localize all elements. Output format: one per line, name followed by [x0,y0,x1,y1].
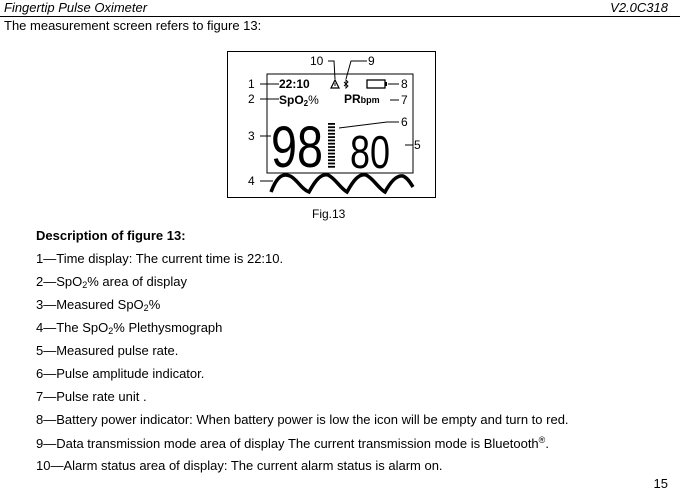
pr-label: PRbpm [344,92,380,106]
description-item-1: 1—Time display: The current time is 22:10. [36,251,284,266]
amplitude-bar-segment [328,156,335,158]
amplitude-bar-segment [328,146,335,148]
amplitude-bar-segment [328,140,335,142]
spo2-value: 98 [271,115,323,180]
description-item-10: 10—Alarm status area of display: The current alarm status is alarm on. [36,458,443,473]
description-item-3: 3—Measured SpO$_2$% [36,297,161,313]
callout-3: 3 [248,129,255,143]
amplitude-bar-segment [328,123,335,125]
amplitude-bar-segment [328,143,335,145]
description-item-8: 8—Battery power indicator: When battery power is low the icon will be empty and turn to red. [36,412,569,427]
document-title: Fingertip Pulse Oximeter [4,0,148,15]
screen-time: 22:10 [279,77,310,91]
description-item-5: 5—Measured pulse rate. [36,343,179,358]
figure-caption: Fig.13 [312,207,346,221]
description-item-4: 4—The SpO$_2$% Plethysmograph [36,320,223,336]
spo2-label: SpO2% [279,93,319,108]
amplitude-bar-segment [328,130,335,132]
page-number: 15 [653,476,668,491]
pulse-value: 80 [350,126,390,178]
intro-text: The measurement screen refers to figure 13: [4,18,262,33]
callout-6: 6 [401,115,408,129]
document-version: V2.0C318 [610,0,668,15]
amplitude-bar-segment [328,149,335,151]
amplitude-bar-segment [328,133,335,135]
callout-5: 5 [414,138,421,152]
amplitude-bar-segment [328,166,335,168]
callout-1: 1 [248,77,255,91]
description-item-6: 6—Pulse amplitude indicator. [36,366,205,381]
description-item-7: 7—Pulse rate unit . [36,389,147,404]
amplitude-bar-segment [328,159,335,161]
callout-7: 7 [401,93,408,107]
amplitude-bar-segment [328,136,335,138]
description-item-9: 9—Data transmission mode area of display The current transmission mode is Bluetooth®. [36,435,549,451]
description-item-2: 2—SpO$_2$% area of display [36,274,187,290]
amplitude-bar-segment [328,153,335,155]
callout-4: 4 [248,174,255,188]
amplitude-bar-segment [328,126,335,128]
callout-10: 10 [310,54,324,68]
callout-9: 9 [368,54,375,68]
callout-2: 2 [248,92,255,106]
callout-8: 8 [401,77,408,91]
figure-13-diagram [227,51,436,198]
description-heading: Description of figure 13: [36,228,186,243]
amplitude-bar-segment [328,163,335,165]
page-header [0,0,680,17]
